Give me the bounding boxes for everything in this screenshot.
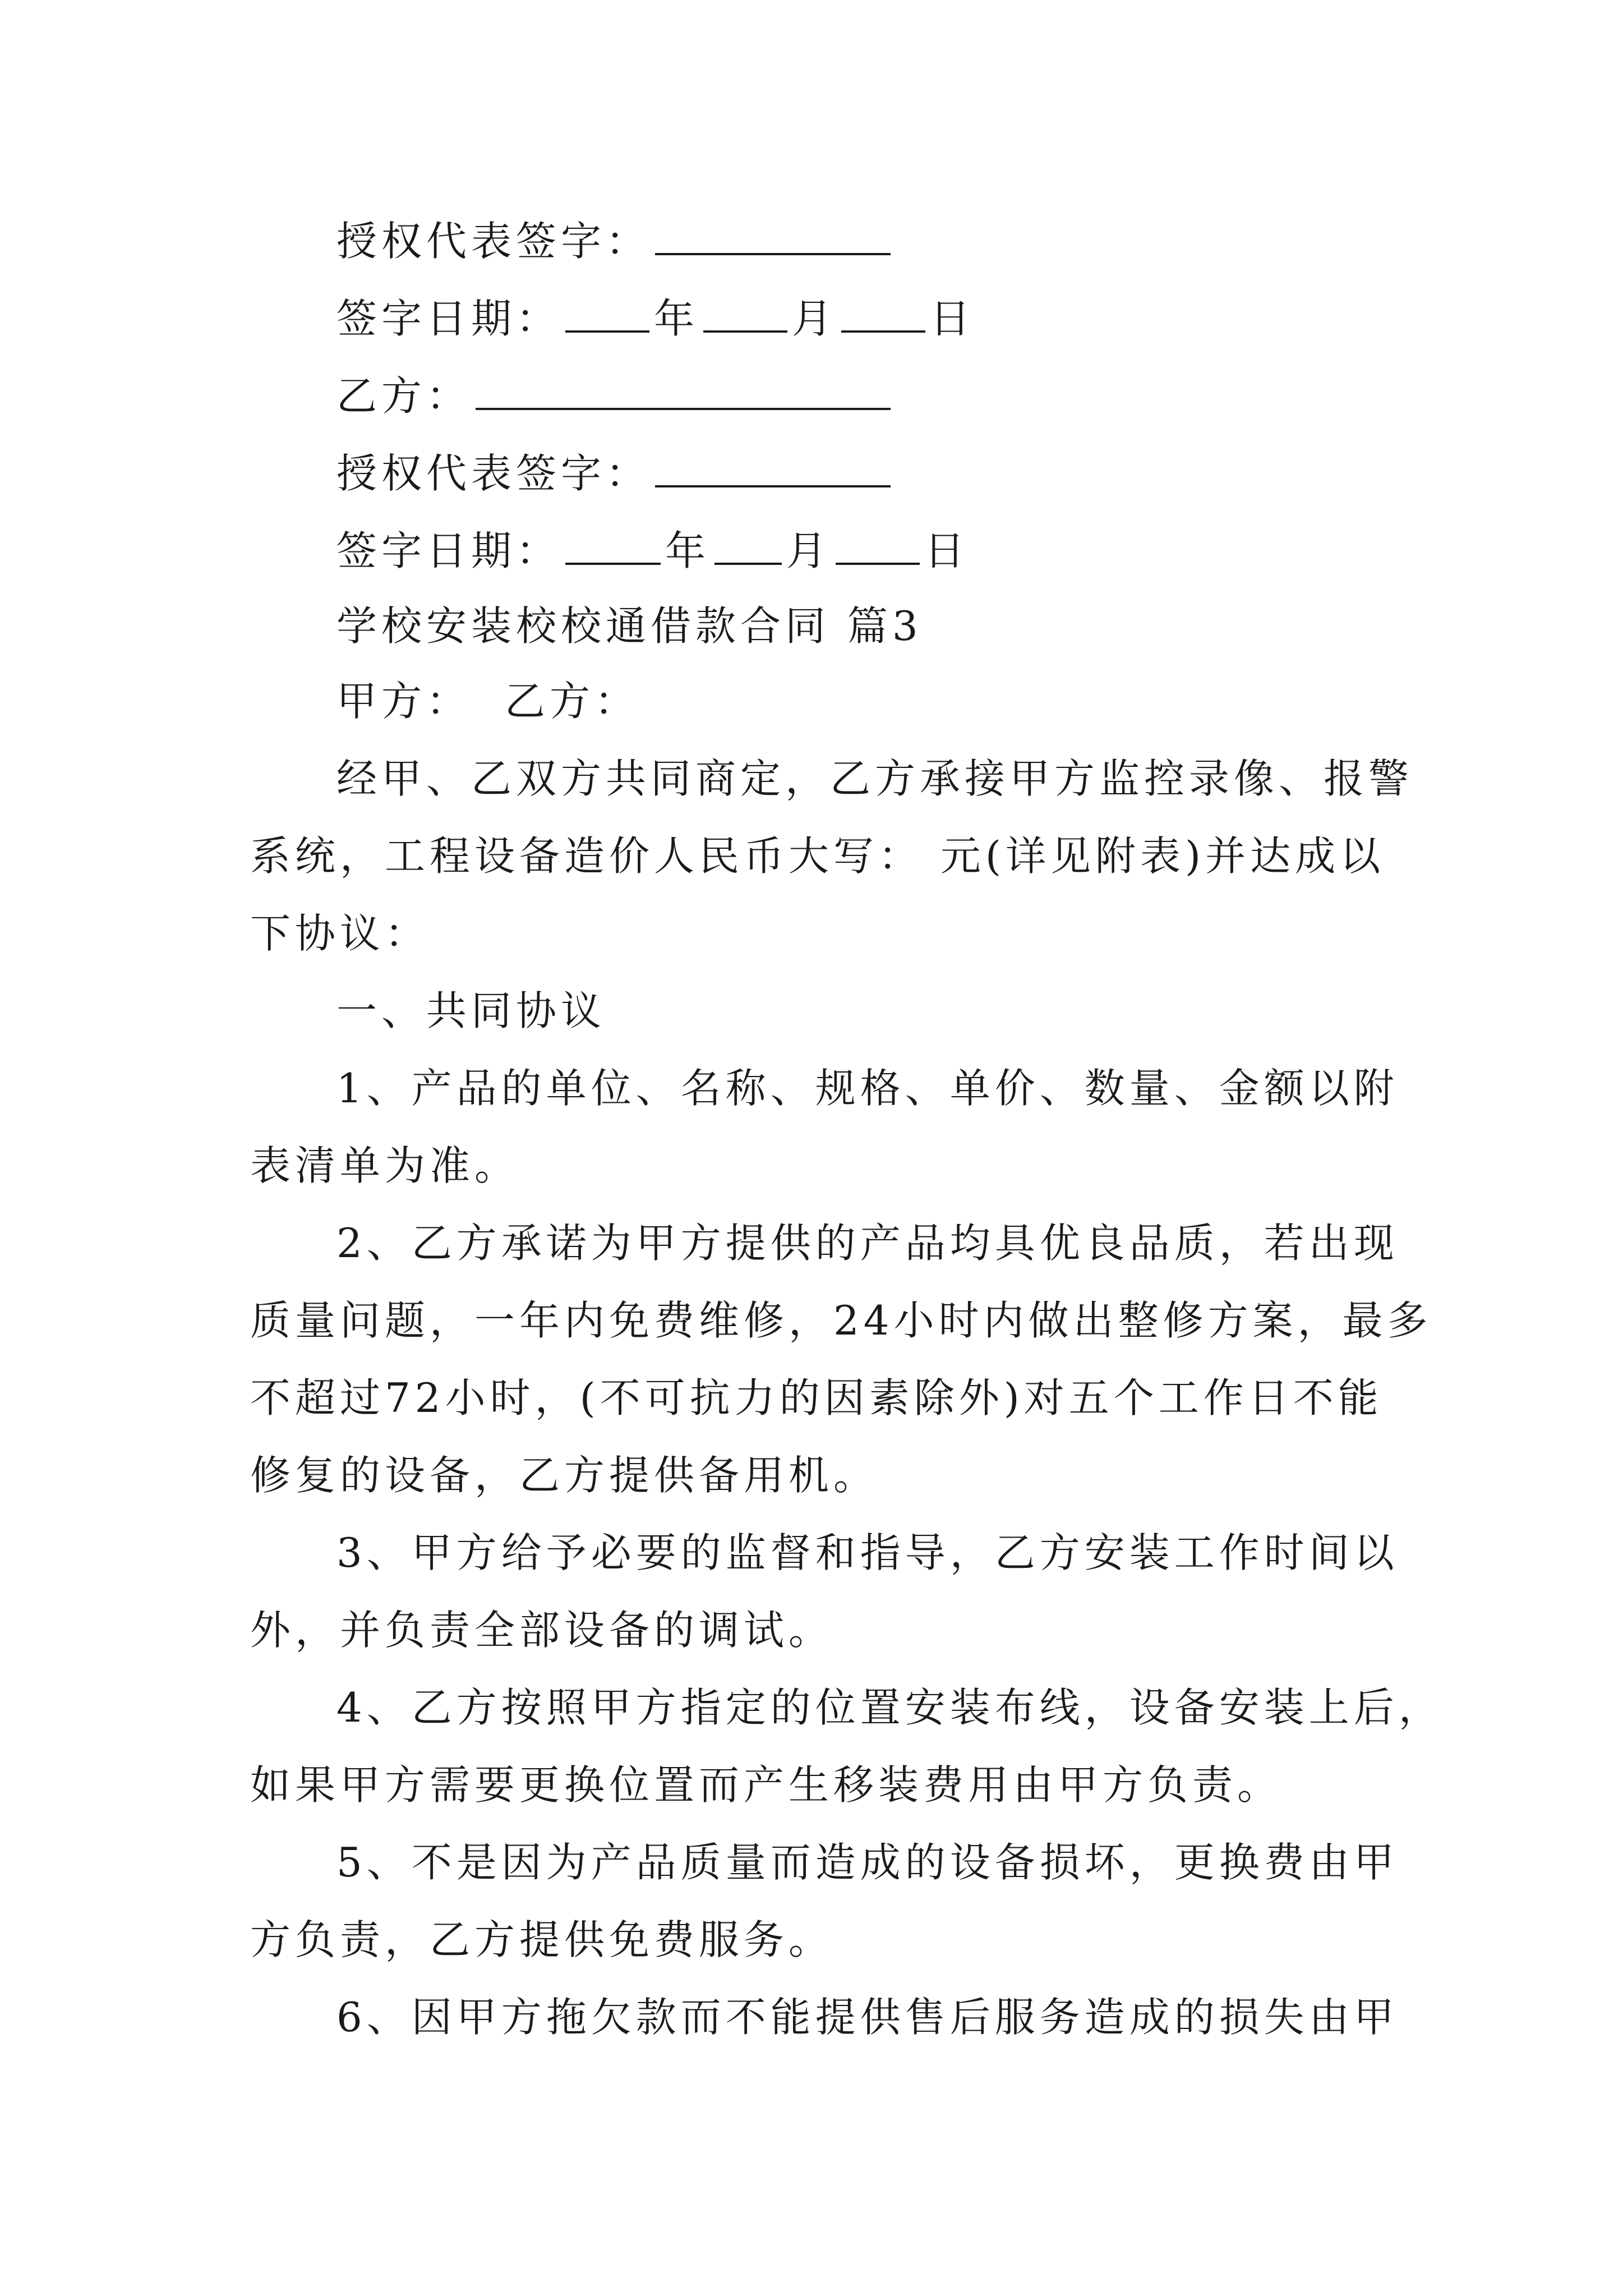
clause-5-line-2: 方负责，乙方提供免费服务。 (250, 1916, 834, 1963)
sign-date-line-1 (336, 291, 975, 347)
day-label: 日 (924, 527, 970, 574)
clause-2-line-1: 2、乙方承诺为甲方提供的产品均具优良品质，若出现 (336, 1220, 1399, 1267)
party-b-label: 乙方： (505, 678, 640, 725)
day-blank (836, 528, 920, 565)
clause-6-line-1: 6、因甲方拖欠款而不能提供售后服务造成的损失由甲 (336, 1994, 1399, 2041)
signature-blank (655, 450, 891, 487)
clause-5-line-1: 5、不是因为产品质量而造成的设备损坏，更换费由甲 (336, 1839, 1399, 1886)
section-title: 学校安装校校通借款合同 篇3 (336, 602, 923, 650)
day-blank (841, 296, 925, 333)
clause-2-line-4: 修复的设备，乙方提供备用机。 (250, 1452, 879, 1499)
month-blank (714, 528, 782, 565)
sign-date-line-2 (336, 523, 969, 579)
year-label: 年 (654, 295, 699, 342)
year-label: 年 (665, 527, 711, 574)
day-label: 日 (930, 295, 975, 342)
clause-4-line-2: 如果甲方需要更换位置而产生移装费用由甲方负责。 (250, 1761, 1283, 1809)
heading-common-agreement: 一、共同协议 (336, 987, 606, 1034)
clause-2-line-3: 不超过72小时，(不可抗力的因素除外)对五个工作日不能 (250, 1374, 1383, 1421)
intro-line-2: 系统，工程设备造价人民币大写： 元(详见附表)并达成以 (250, 832, 1385, 880)
clause-1-line-1: 1、产品的单位、名称、规格、单价、数量、金额以附 (336, 1065, 1399, 1112)
sign-date-label: 签字日期： (336, 527, 561, 574)
party-b-label: 乙方： (336, 372, 472, 420)
clause-3-line-1: 3、甲方给予必要的监督和指导，乙方安装工作时间以 (336, 1529, 1399, 1576)
month-label: 月 (792, 295, 837, 342)
sign-date-label: 签字日期： (336, 295, 561, 342)
clause-1-line-2: 表清单为准。 (250, 1142, 520, 1189)
party-b-blank (476, 373, 891, 410)
auth-rep-signature-line-1 (336, 213, 895, 269)
party-b-signature-line (336, 368, 895, 424)
intro-line-3: 下协议： (250, 910, 430, 957)
month-label: 月 (786, 527, 832, 574)
auth-rep-label: 授权代表签字： (336, 218, 651, 265)
year-blank (565, 528, 661, 565)
clause-2-line-2: 质量问题，一年内免费维修，24小时内做出整修方案，最多 (250, 1297, 1432, 1344)
month-blank (703, 296, 787, 333)
clause-3-line-2: 外，并负责全部设备的调试。 (250, 1607, 834, 1654)
intro-line-1: 经甲、乙双方共同商定，乙方承接甲方监控录像、报警 (336, 755, 1414, 802)
signature-blank (655, 218, 891, 255)
clause-4-line-1: 4、乙方按照甲方指定的位置安装布线，设备安装上后， (336, 1684, 1444, 1731)
auth-rep-label: 授权代表签字： (336, 450, 651, 497)
parties-line (336, 673, 639, 729)
party-a-label: 甲方： (336, 678, 472, 725)
auth-rep-signature-line-2 (336, 445, 895, 501)
year-blank (565, 296, 649, 333)
